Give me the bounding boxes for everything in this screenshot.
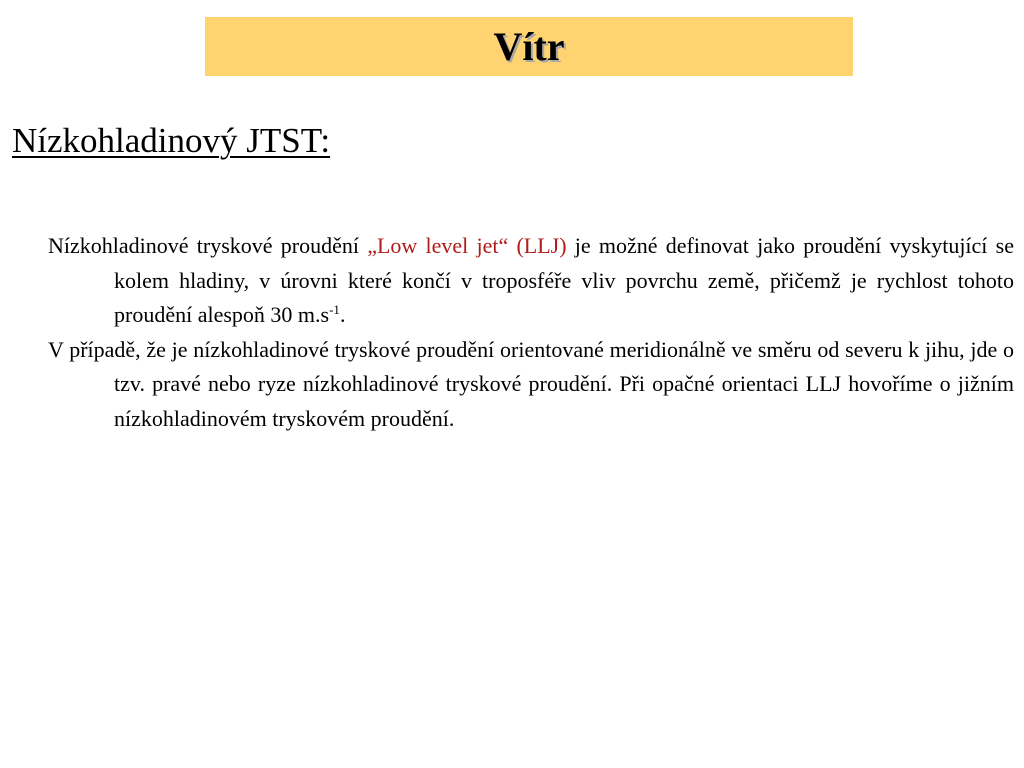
unit-exponent: -1: [329, 302, 340, 318]
llj-term: „Low level jet“ (LLJ): [367, 233, 567, 258]
paragraph-definition-rest: je možné definovat jako proudění vyskytující se kolem hladiny, v úrovni které končí v troposféře vliv povrchu země, přičemž je rychlost tohoto proudění alespoň 30 m.s: [114, 233, 1014, 328]
body-text: [48, 229, 1014, 437]
paragraph-definition-start: Nízkohladinové tryskové proudění: [48, 233, 368, 258]
paragraph-definition: [48, 229, 1014, 333]
paragraph-definition-end: .: [339, 302, 346, 328]
paragraph-orientation: V případě, že je nízkohladinové tryskové proudění orientované meridionálně ve směru od severu k jihu, jde o tzv. pravé nebo ryze nízkohladinové tryskové proudění. Při opačné orientaci LLJ hovoříme o jižním nízkohladinovém tryskovém proudění.: [48, 336, 1014, 431]
section-heading: Nízkohladinový JTST:: [12, 121, 331, 160]
title-bar: [205, 17, 853, 76]
slide-title: Vítr: [493, 23, 565, 69]
